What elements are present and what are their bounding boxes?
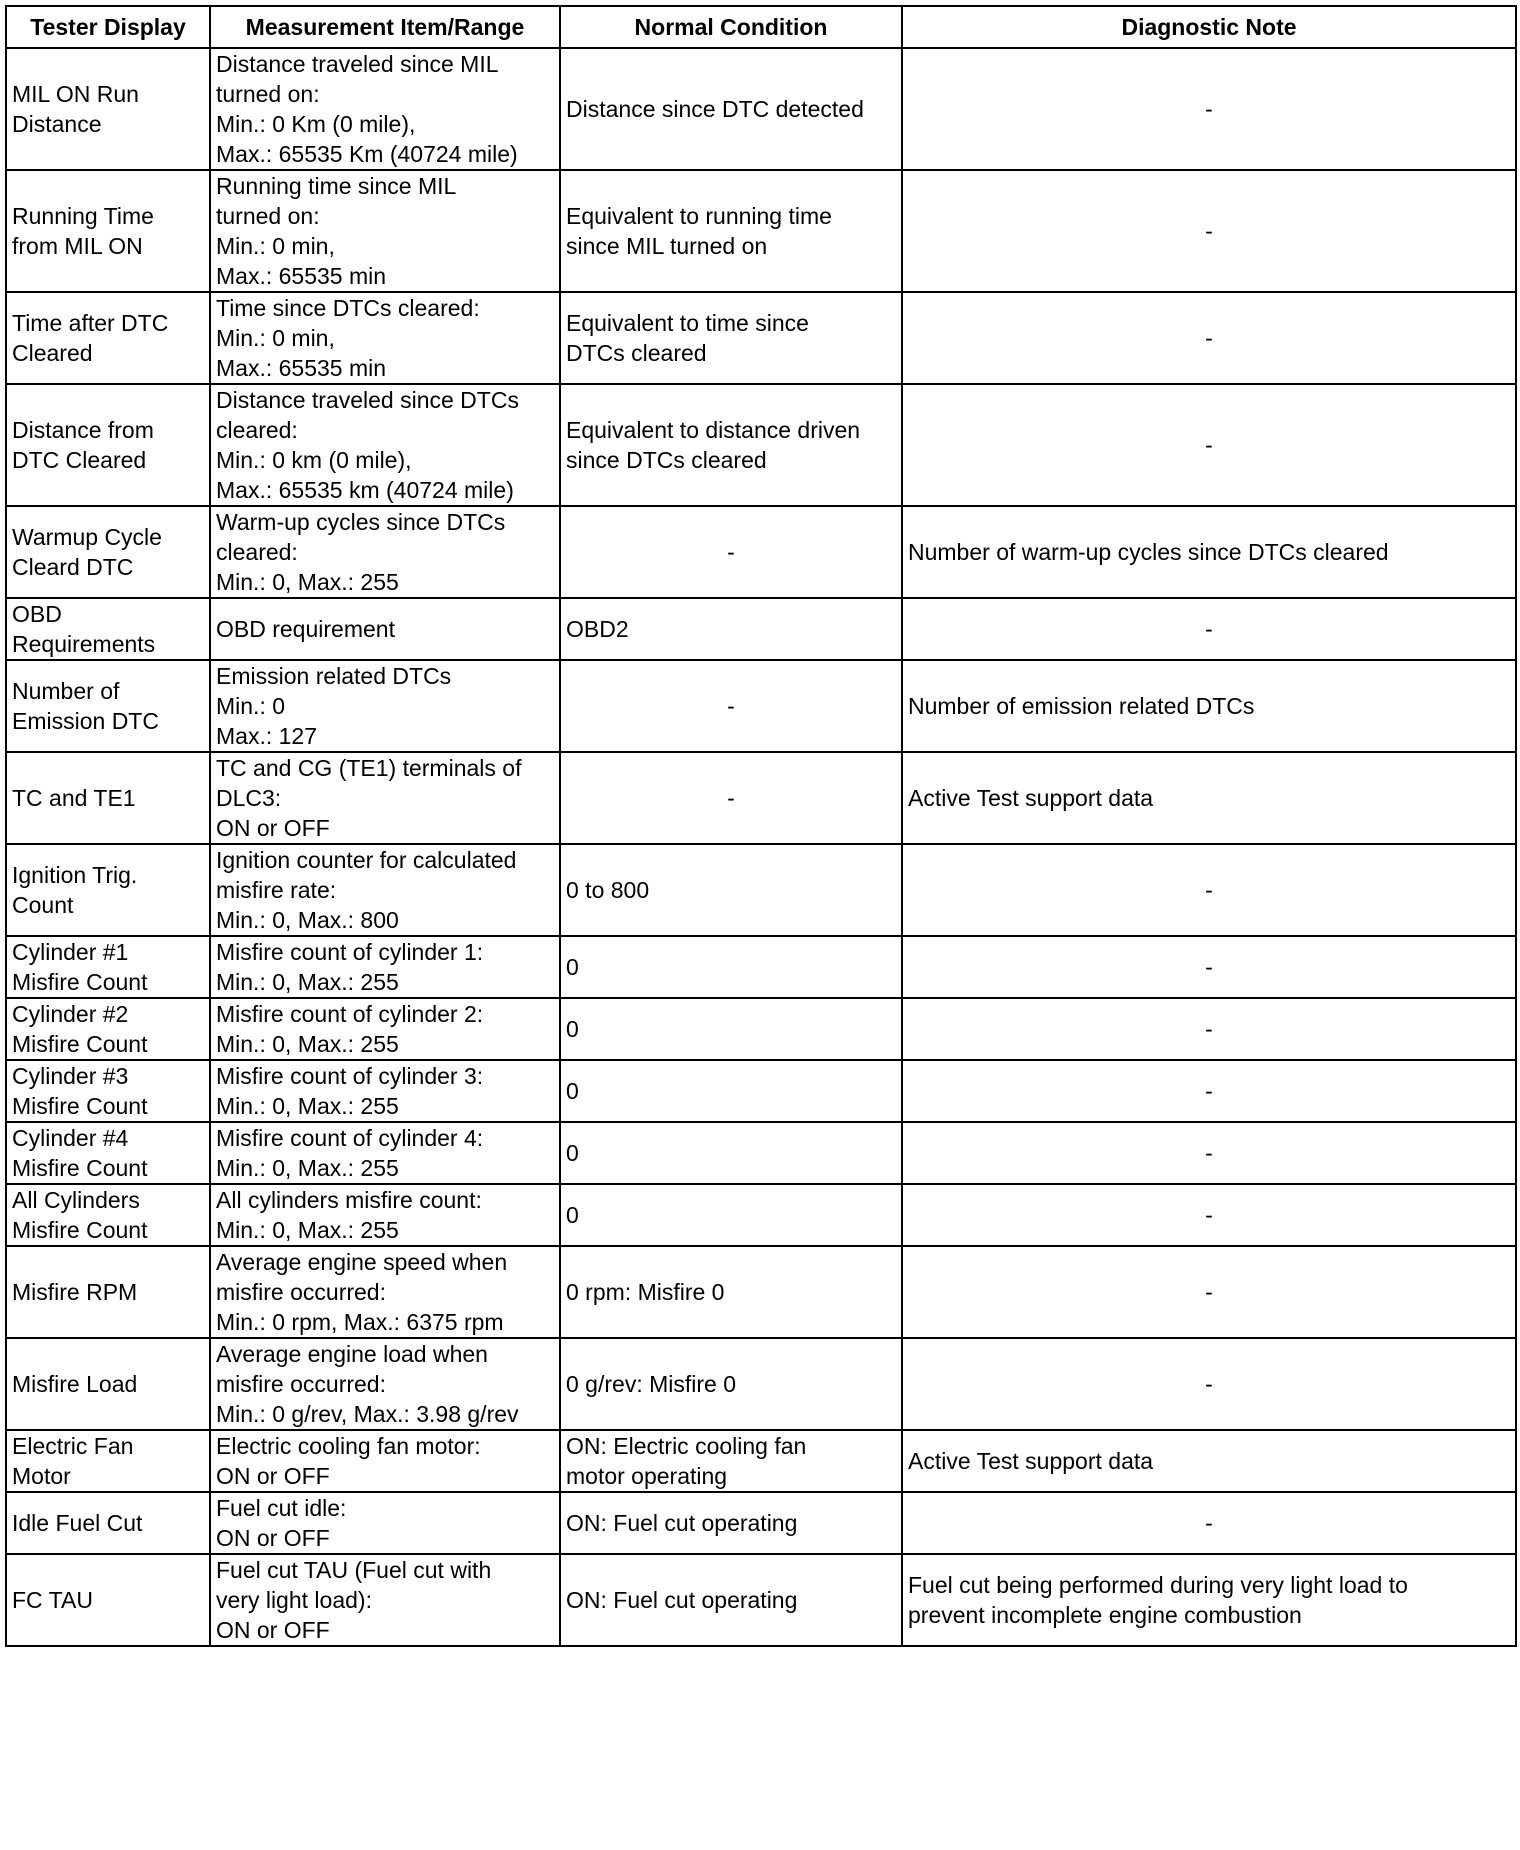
- header-tester-display: Tester Display: [6, 6, 210, 48]
- cell-text-line: Misfire count of cylinder 2:: [216, 1001, 484, 1027]
- normal-condition-cell: [560, 660, 902, 752]
- tester-display-cell: [6, 1554, 210, 1646]
- cell-text-line: 0 rpm: Misfire 0: [566, 1279, 725, 1305]
- cell-text-line: -: [1205, 1140, 1213, 1166]
- table-body: [6, 48, 1516, 1646]
- cell-text-line: -: [1205, 616, 1213, 642]
- tester-display-cell: [6, 1492, 210, 1554]
- cell-text-line: Average engine load when: [216, 1341, 488, 1367]
- cell-text-line: Number of: [12, 678, 120, 704]
- tester-display-cell: [6, 998, 210, 1060]
- cell-text-line: ON or OFF: [216, 1525, 330, 1551]
- cell-text-line: DTCs cleared: [566, 340, 707, 366]
- cell-text-line: Cleared: [12, 340, 93, 366]
- measurement-range-cell: [210, 384, 560, 506]
- cell-text-line: Min.: 0, Max.: 800: [216, 907, 399, 933]
- cell-text-line: Running Time: [12, 203, 154, 229]
- normal-condition-cell: [560, 1246, 902, 1338]
- measurement-range-cell: [210, 1554, 560, 1646]
- cell-text-line: All cylinders misfire count:: [216, 1187, 482, 1213]
- diagnostic-note-cell: [902, 1492, 1516, 1554]
- cell-text-line: Max.: 127: [216, 723, 317, 749]
- cell-text-line: Distance since DTC detected: [566, 96, 864, 122]
- tester-display-cell: [6, 1430, 210, 1492]
- cell-text-line: Misfire count of cylinder 4:: [216, 1125, 484, 1151]
- cell-text-line: 0: [566, 954, 579, 980]
- cell-text-line: 0 to 800: [566, 877, 650, 903]
- cell-text-line: since DTCs cleared: [566, 447, 767, 473]
- cell-text-line: Min.: 0 Km (0 mile),: [216, 111, 416, 137]
- cell-text-line: OBD2: [566, 616, 629, 642]
- diagnostic-note-cell: [902, 292, 1516, 384]
- cell-text-line: Fuel cut TAU (Fuel cut with: [216, 1557, 492, 1583]
- cell-text-line: misfire occurred:: [216, 1371, 386, 1397]
- cell-text-line: -: [1205, 1279, 1213, 1305]
- cell-text-line: Motor: [12, 1463, 71, 1489]
- diagnostic-data-table: [5, 5, 1517, 1647]
- cell-text-line: Running time since MIL: [216, 173, 457, 199]
- cell-text-line: Emission related DTCs: [216, 663, 452, 689]
- cell-text-line: -: [1205, 1510, 1213, 1536]
- cell-text-line: -: [1205, 325, 1213, 351]
- tester-display-cell: [6, 1246, 210, 1338]
- cell-text-line: OBD requirement: [216, 616, 395, 642]
- cell-text-line: -: [727, 785, 735, 811]
- cell-text-line: -: [727, 693, 735, 719]
- cell-text-line: Count: [12, 892, 74, 918]
- cell-text-line: ON or OFF: [216, 815, 330, 841]
- cell-text-line: -: [1205, 218, 1213, 244]
- header-measurement-item-range: Measurement Item/Range: [210, 6, 560, 48]
- table-row: [6, 384, 1516, 506]
- normal-condition-cell: [560, 1492, 902, 1554]
- diagnostic-note-cell: [902, 384, 1516, 506]
- cell-text-line: Average engine speed when: [216, 1249, 508, 1275]
- normal-condition-cell: [560, 170, 902, 292]
- cell-text-line: 0: [566, 1140, 579, 1166]
- cell-text-line: motor operating: [566, 1463, 728, 1489]
- diagnostic-note-cell: [902, 506, 1516, 598]
- normal-condition-cell: [560, 844, 902, 936]
- cell-text-line: Number of warm-up cycles since DTCs cleared: [908, 539, 1389, 565]
- measurement-range-cell: [210, 1492, 560, 1554]
- table-row: [6, 292, 1516, 384]
- normal-condition-cell: [560, 1122, 902, 1184]
- cell-text-line: Ignition Trig.: [12, 862, 138, 888]
- cell-text-line: -: [1205, 1371, 1213, 1397]
- measurement-range-cell: [210, 1338, 560, 1430]
- measurement-range-cell: [210, 998, 560, 1060]
- cell-text-line: Min.: 0 rpm, Max.: 6375 rpm: [216, 1309, 504, 1335]
- measurement-range-cell: [210, 170, 560, 292]
- normal-condition-cell: [560, 506, 902, 598]
- measurement-range-cell: [210, 1246, 560, 1338]
- cell-text-line: ON: Fuel cut operating: [566, 1510, 798, 1536]
- cell-text-line: turned on:: [216, 81, 320, 107]
- normal-condition-cell: [560, 1554, 902, 1646]
- cell-text-line: Min.: 0, Max.: 255: [216, 1093, 399, 1119]
- diagnostic-note-cell: [902, 1122, 1516, 1184]
- diagnostic-note-cell: [902, 598, 1516, 660]
- cell-text-line: Misfire Count: [12, 1093, 148, 1119]
- cell-text-line: Cylinder #4: [12, 1125, 129, 1151]
- table-row: [6, 48, 1516, 170]
- cell-text-line: Electric Fan: [12, 1433, 134, 1459]
- table-row: [6, 752, 1516, 844]
- cell-text-line: since MIL turned on: [566, 233, 768, 259]
- cell-text-line: Min.: 0, Max.: 255: [216, 1031, 399, 1057]
- cell-text-line: ON or OFF: [216, 1617, 330, 1643]
- cell-text-line: -: [1205, 432, 1213, 458]
- normal-condition-cell: [560, 292, 902, 384]
- measurement-range-cell: [210, 1060, 560, 1122]
- cell-text-line: Number of emission related DTCs: [908, 693, 1255, 719]
- cell-text-line: cleared:: [216, 539, 298, 565]
- cell-text-line: Warmup Cycle: [12, 524, 162, 550]
- table-row: [6, 170, 1516, 292]
- cell-text-line: ON or OFF: [216, 1463, 330, 1489]
- table-row: [6, 998, 1516, 1060]
- cell-text-line: Distance: [12, 111, 102, 137]
- table-row: [6, 1246, 1516, 1338]
- diagnostic-note-cell: [902, 752, 1516, 844]
- cell-text-line: Electric cooling fan motor:: [216, 1433, 481, 1459]
- cell-text-line: Time after DTC: [12, 310, 169, 336]
- cell-text-line: MIL ON Run: [12, 81, 139, 107]
- cell-text-line: Min.: 0 min,: [216, 325, 335, 351]
- table-row: [6, 660, 1516, 752]
- measurement-range-cell: [210, 752, 560, 844]
- cell-text-line: Equivalent to running time: [566, 203, 832, 229]
- cell-text-line: Cylinder #2: [12, 1001, 129, 1027]
- tester-display-cell: [6, 752, 210, 844]
- cell-text-line: misfire rate:: [216, 877, 337, 903]
- cell-text-line: Distance traveled since DTCs: [216, 387, 519, 413]
- tester-display-cell: [6, 1184, 210, 1246]
- normal-condition-cell: [560, 1430, 902, 1492]
- cell-text-line: -: [1205, 1078, 1213, 1104]
- cell-text-line: Fuel cut being performed during very light load to: [908, 1572, 1408, 1598]
- cell-text-line: Min.: 0, Max.: 255: [216, 1217, 399, 1243]
- normal-condition-cell: [560, 1338, 902, 1430]
- cell-text-line: Warm-up cycles since DTCs: [216, 509, 506, 535]
- tester-display-cell: [6, 936, 210, 998]
- normal-condition-cell: [560, 752, 902, 844]
- table-row: [6, 1338, 1516, 1430]
- diagnostic-note-cell: [902, 1246, 1516, 1338]
- cell-text-line: Emission DTC: [12, 708, 159, 734]
- cell-text-line: 0: [566, 1016, 579, 1042]
- normal-condition-cell: [560, 598, 902, 660]
- cell-text-line: Active Test support data: [908, 1448, 1154, 1474]
- table-row: [6, 844, 1516, 936]
- diagnostic-note-cell: [902, 1060, 1516, 1122]
- measurement-range-cell: [210, 1184, 560, 1246]
- cell-text-line: Misfire Count: [12, 1031, 148, 1057]
- measurement-range-cell: [210, 844, 560, 936]
- diagnostic-note-cell: [902, 660, 1516, 752]
- cell-text-line: Misfire Load: [12, 1371, 138, 1397]
- table-row: [6, 1122, 1516, 1184]
- tester-display-cell: [6, 292, 210, 384]
- cell-text-line: Misfire RPM: [12, 1279, 138, 1305]
- tester-display-cell: [6, 1122, 210, 1184]
- measurement-range-cell: [210, 48, 560, 170]
- tester-display-cell: [6, 506, 210, 598]
- cell-text-line: -: [1205, 96, 1213, 122]
- diagnostic-note-cell: [902, 1338, 1516, 1430]
- table-row: [6, 1184, 1516, 1246]
- table-row: [6, 1430, 1516, 1492]
- header-normal-condition: Normal Condition: [560, 6, 902, 48]
- table-row: [6, 598, 1516, 660]
- cell-text-line: Min.: 0, Max.: 255: [216, 1155, 399, 1181]
- diagnostic-note-cell: [902, 844, 1516, 936]
- cell-text-line: misfire occurred:: [216, 1279, 386, 1305]
- cell-text-line: FC TAU: [12, 1587, 93, 1613]
- table-row: [6, 1492, 1516, 1554]
- cell-text-line: 0: [566, 1202, 579, 1228]
- cell-text-line: Misfire Count: [12, 1217, 148, 1243]
- cell-text-line: Equivalent to time since: [566, 310, 809, 336]
- table-row: [6, 1554, 1516, 1646]
- cell-text-line: from MIL ON: [12, 233, 143, 259]
- cell-text-line: Time since DTCs cleared:: [216, 295, 480, 321]
- cell-text-line: Min.: 0 km (0 mile),: [216, 447, 412, 473]
- cell-text-line: -: [1205, 1016, 1213, 1042]
- header-row: [6, 6, 1516, 48]
- tester-display-cell: [6, 384, 210, 506]
- cell-text-line: Ignition counter for calculated: [216, 847, 517, 873]
- cell-text-line: 0: [566, 1078, 579, 1104]
- cell-text-line: TC and CG (TE1) terminals of: [216, 755, 522, 781]
- cell-text-line: -: [727, 539, 735, 565]
- cell-text-line: Max.: 65535 min: [216, 355, 387, 381]
- cell-text-line: Min.: 0 min,: [216, 233, 335, 259]
- cell-text-line: DLC3:: [216, 785, 282, 811]
- cell-text-line: Distance from: [12, 417, 154, 443]
- cell-text-line: Misfire count of cylinder 3:: [216, 1063, 484, 1089]
- table-row: [6, 1060, 1516, 1122]
- cell-text-line: All Cylinders: [12, 1187, 140, 1213]
- measurement-range-cell: [210, 506, 560, 598]
- cell-text-line: Min.: 0, Max.: 255: [216, 569, 399, 595]
- normal-condition-cell: [560, 48, 902, 170]
- cell-text-line: TC and TE1: [12, 785, 136, 811]
- cell-text-line: 0 g/rev: Misfire 0: [566, 1371, 736, 1397]
- cell-text-line: Cylinder #1: [12, 939, 129, 965]
- normal-condition-cell: [560, 998, 902, 1060]
- cell-text-line: Max.: 65535 Km (40724 mile): [216, 141, 518, 167]
- measurement-range-cell: [210, 598, 560, 660]
- tester-display-cell: [6, 1060, 210, 1122]
- diagnostic-note-cell: [902, 998, 1516, 1060]
- diagnostic-note-cell: [902, 170, 1516, 292]
- cell-text-line: Fuel cut idle:: [216, 1495, 347, 1521]
- measurement-range-cell: [210, 1122, 560, 1184]
- cell-text-line: Max.: 65535 min: [216, 263, 387, 289]
- cell-text-line: Min.: 0, Max.: 255: [216, 969, 399, 995]
- cell-text-line: Active Test support data: [908, 785, 1154, 811]
- measurement-range-cell: [210, 292, 560, 384]
- cell-text-line: OBD: [12, 601, 62, 627]
- cell-text-line: Equivalent to distance driven: [566, 417, 861, 443]
- normal-condition-cell: [560, 1060, 902, 1122]
- cell-text-line: Misfire Count: [12, 1155, 148, 1181]
- cell-text-line: Cylinder #3: [12, 1063, 129, 1089]
- tester-display-cell: [6, 660, 210, 752]
- normal-condition-cell: [560, 384, 902, 506]
- table-row: [6, 506, 1516, 598]
- tester-display-cell: [6, 1338, 210, 1430]
- cell-text-line: very light load):: [216, 1587, 372, 1613]
- cell-text-line: Misfire Count: [12, 969, 148, 995]
- cell-text-line: -: [1205, 954, 1213, 980]
- cell-text-line: DTC Cleared: [12, 447, 147, 473]
- cell-text-line: Min.: 0: [216, 693, 286, 719]
- cell-text-line: Requirements: [12, 631, 156, 657]
- cell-text-line: Idle Fuel Cut: [12, 1510, 143, 1536]
- diagnostic-note-cell: [902, 936, 1516, 998]
- header-diagnostic-note: Diagnostic Note: [902, 6, 1516, 48]
- tester-display-cell: [6, 170, 210, 292]
- cell-text-line: ON: Fuel cut operating: [566, 1587, 798, 1613]
- cell-text-line: -: [1205, 877, 1213, 903]
- cell-text-line: Cleard DTC: [12, 554, 134, 580]
- cell-text-line: prevent incomplete engine combustion: [908, 1602, 1302, 1628]
- measurement-range-cell: [210, 936, 560, 998]
- table-header: [6, 6, 1516, 48]
- page: [5, 5, 1517, 1647]
- cell-text-line: Distance traveled since MIL: [216, 51, 499, 77]
- cell-text-line: turned on:: [216, 203, 320, 229]
- measurement-range-cell: [210, 660, 560, 752]
- table-row: [6, 936, 1516, 998]
- cell-text-line: cleared:: [216, 417, 298, 443]
- cell-text-line: Max.: 65535 km (40724 mile): [216, 477, 514, 503]
- diagnostic-note-cell: [902, 1430, 1516, 1492]
- tester-display-cell: [6, 598, 210, 660]
- measurement-range-cell: [210, 1430, 560, 1492]
- cell-text-line: Min.: 0 g/rev, Max.: 3.98 g/rev: [216, 1401, 519, 1427]
- normal-condition-cell: [560, 936, 902, 998]
- cell-text-line: -: [1205, 1202, 1213, 1228]
- tester-display-cell: [6, 48, 210, 170]
- cell-text-line: ON: Electric cooling fan: [566, 1433, 807, 1459]
- cell-text-line: Misfire count of cylinder 1:: [216, 939, 484, 965]
- diagnostic-note-cell: [902, 48, 1516, 170]
- tester-display-cell: [6, 844, 210, 936]
- normal-condition-cell: [560, 1184, 902, 1246]
- diagnostic-note-cell: [902, 1554, 1516, 1646]
- diagnostic-note-cell: [902, 1184, 1516, 1246]
